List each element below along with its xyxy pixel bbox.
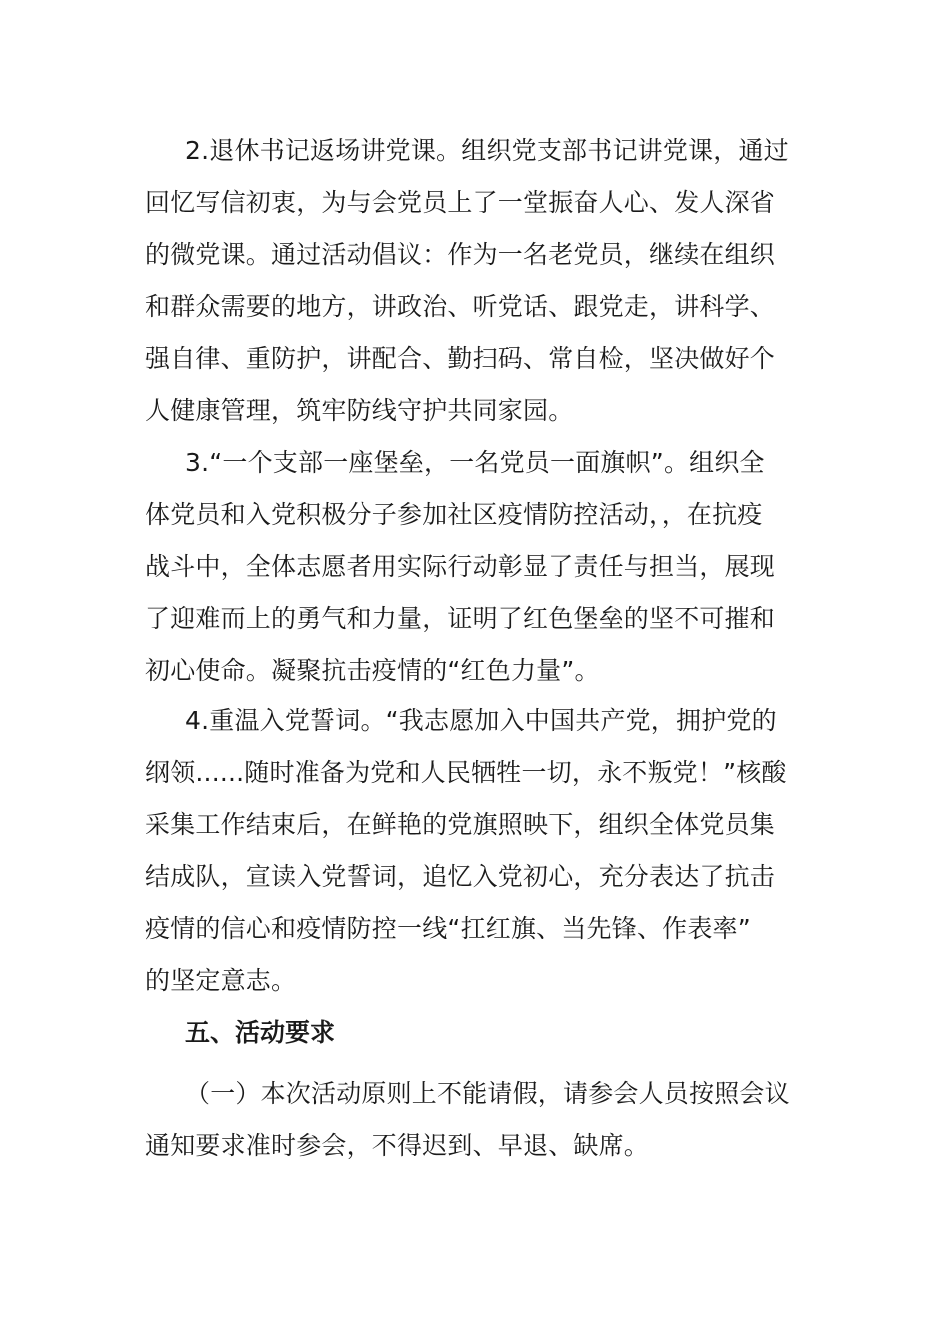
- paragraph-line: 了迎难而上的勇气和力量，证明了红色堡垒的坚不可摧和: [145, 604, 776, 633]
- paragraph-item-4: [145, 695, 815, 1007]
- paragraph-line: 结成队，宣读入党誓词，追忆入党初心，充分表达了抗击: [145, 862, 776, 891]
- paragraph-line: 通知要求准时参会，不得迟到、早退、缺席。: [145, 1131, 650, 1160]
- requirement-paragraph: [145, 1068, 815, 1172]
- paragraph-line: 4.重温入党誓词。“我志愿加入中国共产党，拥护党的: [185, 706, 777, 735]
- paragraph-line: （一）本次活动原则上不能请假，请参会人员按照会议: [185, 1079, 790, 1108]
- paragraph-line: 3.“一个支部一座堡垒，一名党员一面旗帜”。组织全: [185, 448, 765, 477]
- paragraph-line: 战斗中，全体志愿者用实际行动彰显了责任与担当，展现: [145, 552, 776, 581]
- paragraph-item-2: [145, 125, 815, 437]
- paragraph-line: 回忆写信初衷，为与会党员上了一堂振奋人心、发人深省: [145, 188, 776, 217]
- paragraph-line: 人健康管理，筑牢防线守护共同家园。: [145, 396, 574, 425]
- section-heading: 五、活动要求: [185, 1018, 336, 1047]
- paragraph-line: 初心使命。凝聚抗击疫情的“红色力量”。: [145, 656, 600, 685]
- paragraph-line: 和群众需要的地方，讲政治、听党话、跟党走，讲科学、: [145, 292, 776, 321]
- paragraph-line: 的坚定意志。: [145, 966, 297, 995]
- paragraph-line: 2.退休书记返场讲党课。组织党支部书记讲党课，通过: [185, 136, 789, 165]
- paragraph-line: 的微党课。通过活动倡议：作为一名老党员，继续在组织: [145, 240, 776, 269]
- paragraph-item-3: [145, 437, 815, 697]
- paragraph-line: 采集工作结束后，在鲜艳的党旗照映下，组织全体党员集: [145, 810, 776, 839]
- paragraph-line: 疫情的信心和疫情防控一线“扛红旗、当先锋、作表率”: [145, 914, 751, 943]
- paragraph-line: 体党员和入党积极分子参加社区疫情防控活动，，在抗疫: [145, 500, 763, 529]
- paragraph-line: 纲领......随时准备为党和人民牺牲一切，永不叛党！”核酸: [145, 758, 787, 787]
- paragraph-line: 强自律、重防护，讲配合、勤扫码、常自检，坚决做好个: [145, 344, 776, 373]
